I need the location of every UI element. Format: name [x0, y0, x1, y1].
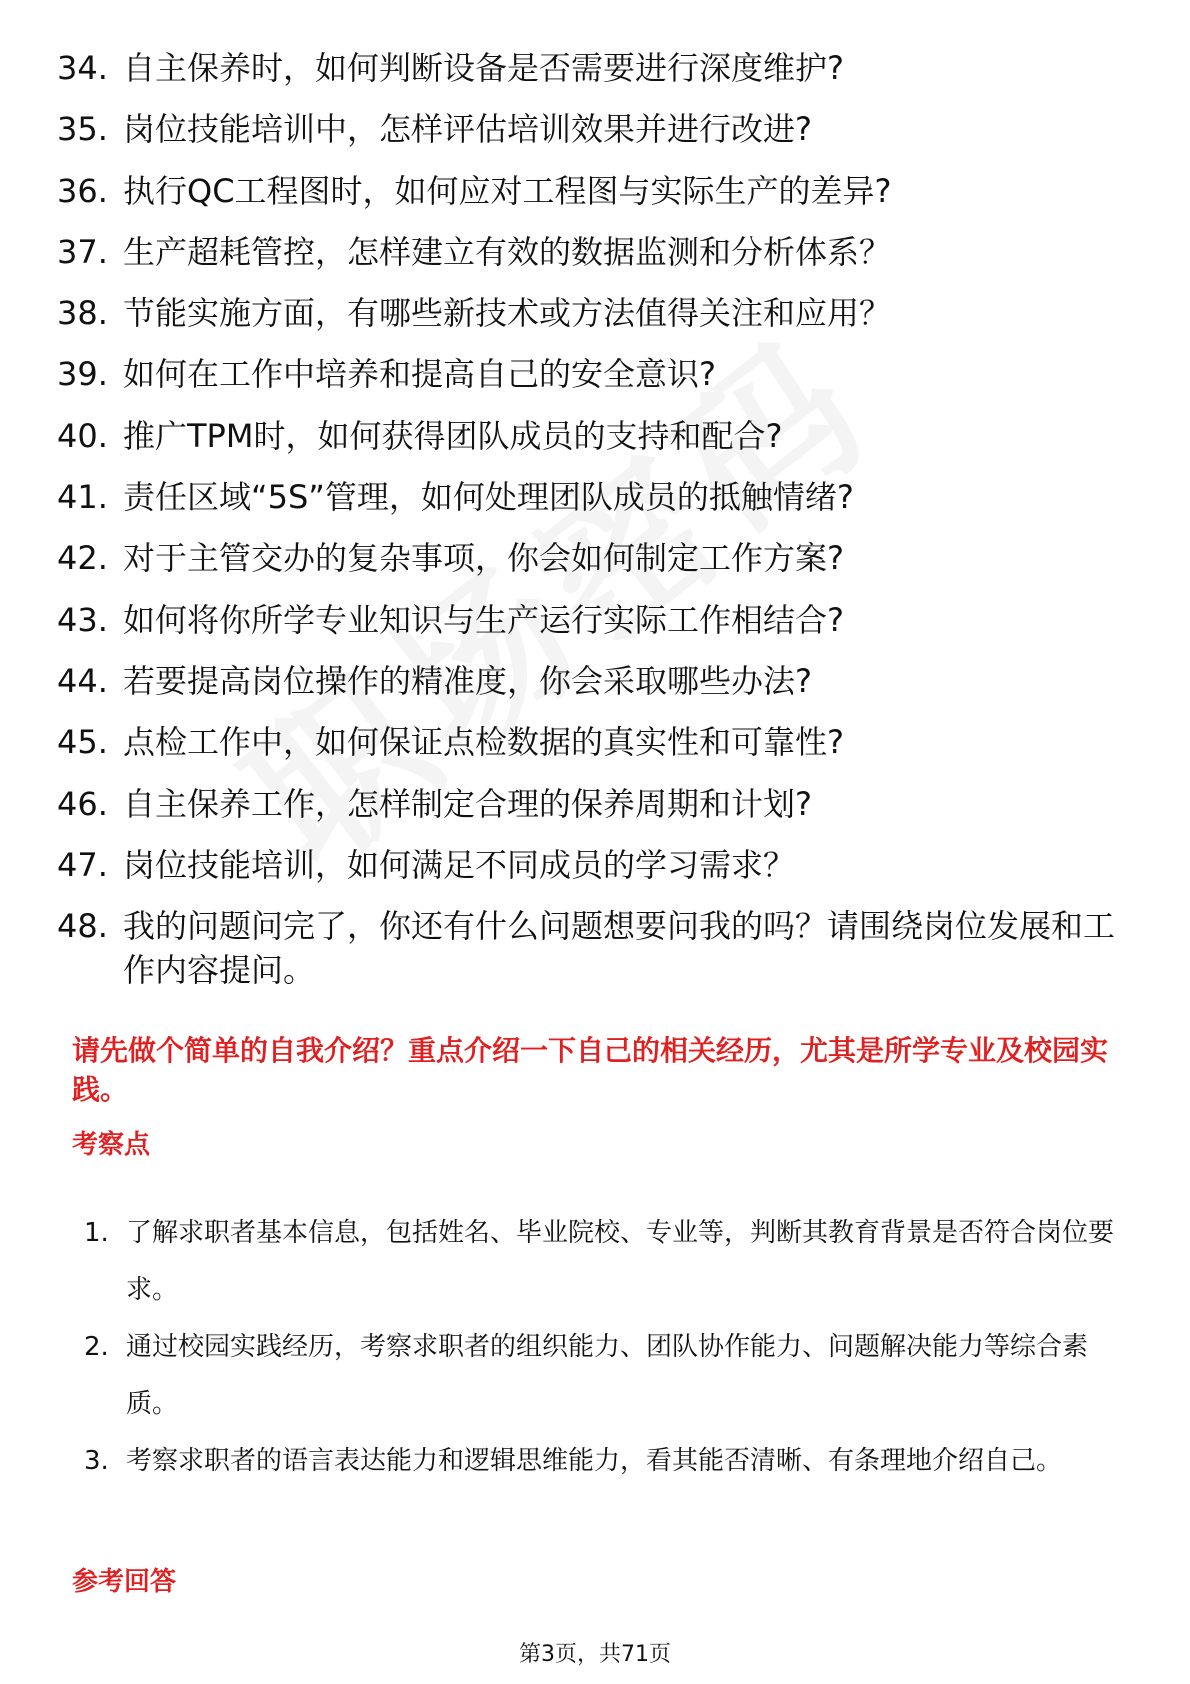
question-number: 48.	[57, 907, 108, 946]
question-number: 35.	[57, 110, 108, 149]
question-item	[57, 536, 1137, 580]
focus-point-text: 考察求职者的语言表达能力和逻辑思维能力，看其能否清晰、有条理地介绍自己。	[126, 1446, 1063, 1476]
focus-point	[84, 1205, 1114, 1319]
focus-point-number: 2.	[84, 1332, 109, 1362]
focus-point-list	[84, 1205, 1114, 1490]
question-number: 43.	[57, 600, 108, 639]
focus-point	[84, 1319, 1114, 1433]
question-item	[57, 659, 1137, 703]
question-text: 生产超耗管控，怎样建立有效的数据监测和分析体系？	[123, 232, 892, 271]
question-item	[57, 414, 1137, 458]
focus-point	[84, 1433, 1114, 1490]
question-text: 节能实施方面，有哪些新技术或方法值得关注和应用？	[123, 294, 892, 333]
question-item	[57, 843, 1137, 887]
question-number: 46.	[57, 784, 108, 823]
question-text: 责任区域“5S”管理，如何处理团队成员的抵触情绪?	[123, 478, 854, 517]
focus-point-number: 1.	[84, 1218, 109, 1248]
question-text: 自主保养工作，怎样制定合理的保养周期和计划?	[123, 784, 812, 823]
question-number: 39.	[57, 355, 108, 394]
question-item	[57, 782, 1137, 826]
question-item	[57, 598, 1137, 642]
question-number: 38.	[57, 294, 108, 333]
page-number: 第3页，共71页	[519, 1642, 671, 1667]
focus-point-text: 了解求职者基本信息，包括姓名、毕业院校、专业等，判断其教育背景是否符合岗位要求。	[126, 1218, 1115, 1305]
question-item	[57, 352, 1137, 396]
question-item	[57, 46, 1137, 90]
question-item	[57, 169, 1137, 213]
question-text: 自主保养时，如何判断设备是否需要进行深度维护?	[123, 49, 844, 87]
question-item	[57, 904, 1137, 992]
question-number: 42.	[57, 539, 108, 578]
question-number: 44.	[57, 661, 108, 700]
question-text: 点检工作中，如何保证点检数据的真实性和可靠性?	[123, 723, 844, 762]
focus-heading: 考察点	[72, 1130, 151, 1160]
question-text: 如何在工作中培养和提高自己的安全意识?	[123, 355, 716, 394]
question-text: 对于主管交办的复杂事项，你会如何制定工作方案?	[123, 539, 844, 578]
question-text: 若要提高岗位操作的精准度，你会采取哪些办法?	[123, 661, 812, 700]
question-item	[57, 475, 1137, 519]
question-item	[57, 107, 1137, 151]
question-text: 执行QC工程图时，如何应对工程图与实际生产的差异?	[123, 171, 892, 210]
question-text: 我的问题问完了，你还有什么问题想要问我的吗？请围绕岗位发展和工作内容提问。	[123, 907, 1116, 990]
question-text: 推广TPM时，如何获得团队成员的支持和配合?	[123, 416, 783, 455]
question-number: 41.	[57, 478, 108, 517]
question-number: 34.	[57, 49, 108, 87]
question-text: 岗位技能培训，如何满足不同成员的学习需求？	[123, 845, 796, 884]
question-item	[57, 230, 1137, 274]
focus-point-text: 通过校园实践经历，考察求职者的组织能力、团队协作能力、问题解决能力等综合素质。	[126, 1332, 1089, 1419]
question-item	[57, 291, 1137, 335]
question-number: 36.	[57, 171, 108, 210]
question-number: 40.	[57, 416, 108, 455]
question-number: 45.	[57, 723, 108, 762]
section-title: 请先做个简单的自我介绍？重点介绍一下自己的相关经历，尤其是所学专业及校园实践。	[72, 1034, 1109, 1106]
question-text: 如何将你所学专业知识与生产运行实际工作相结合?	[123, 600, 844, 639]
question-text: 岗位技能培训中，怎样评估培训效果并进行改进?	[123, 110, 812, 149]
answer-heading: 参考回答	[72, 1567, 177, 1597]
question-number: 47.	[57, 845, 108, 884]
question-number: 37.	[57, 232, 108, 271]
question-item	[57, 720, 1137, 764]
question-list	[57, 46, 1137, 1009]
focus-point-number: 3.	[84, 1446, 109, 1476]
